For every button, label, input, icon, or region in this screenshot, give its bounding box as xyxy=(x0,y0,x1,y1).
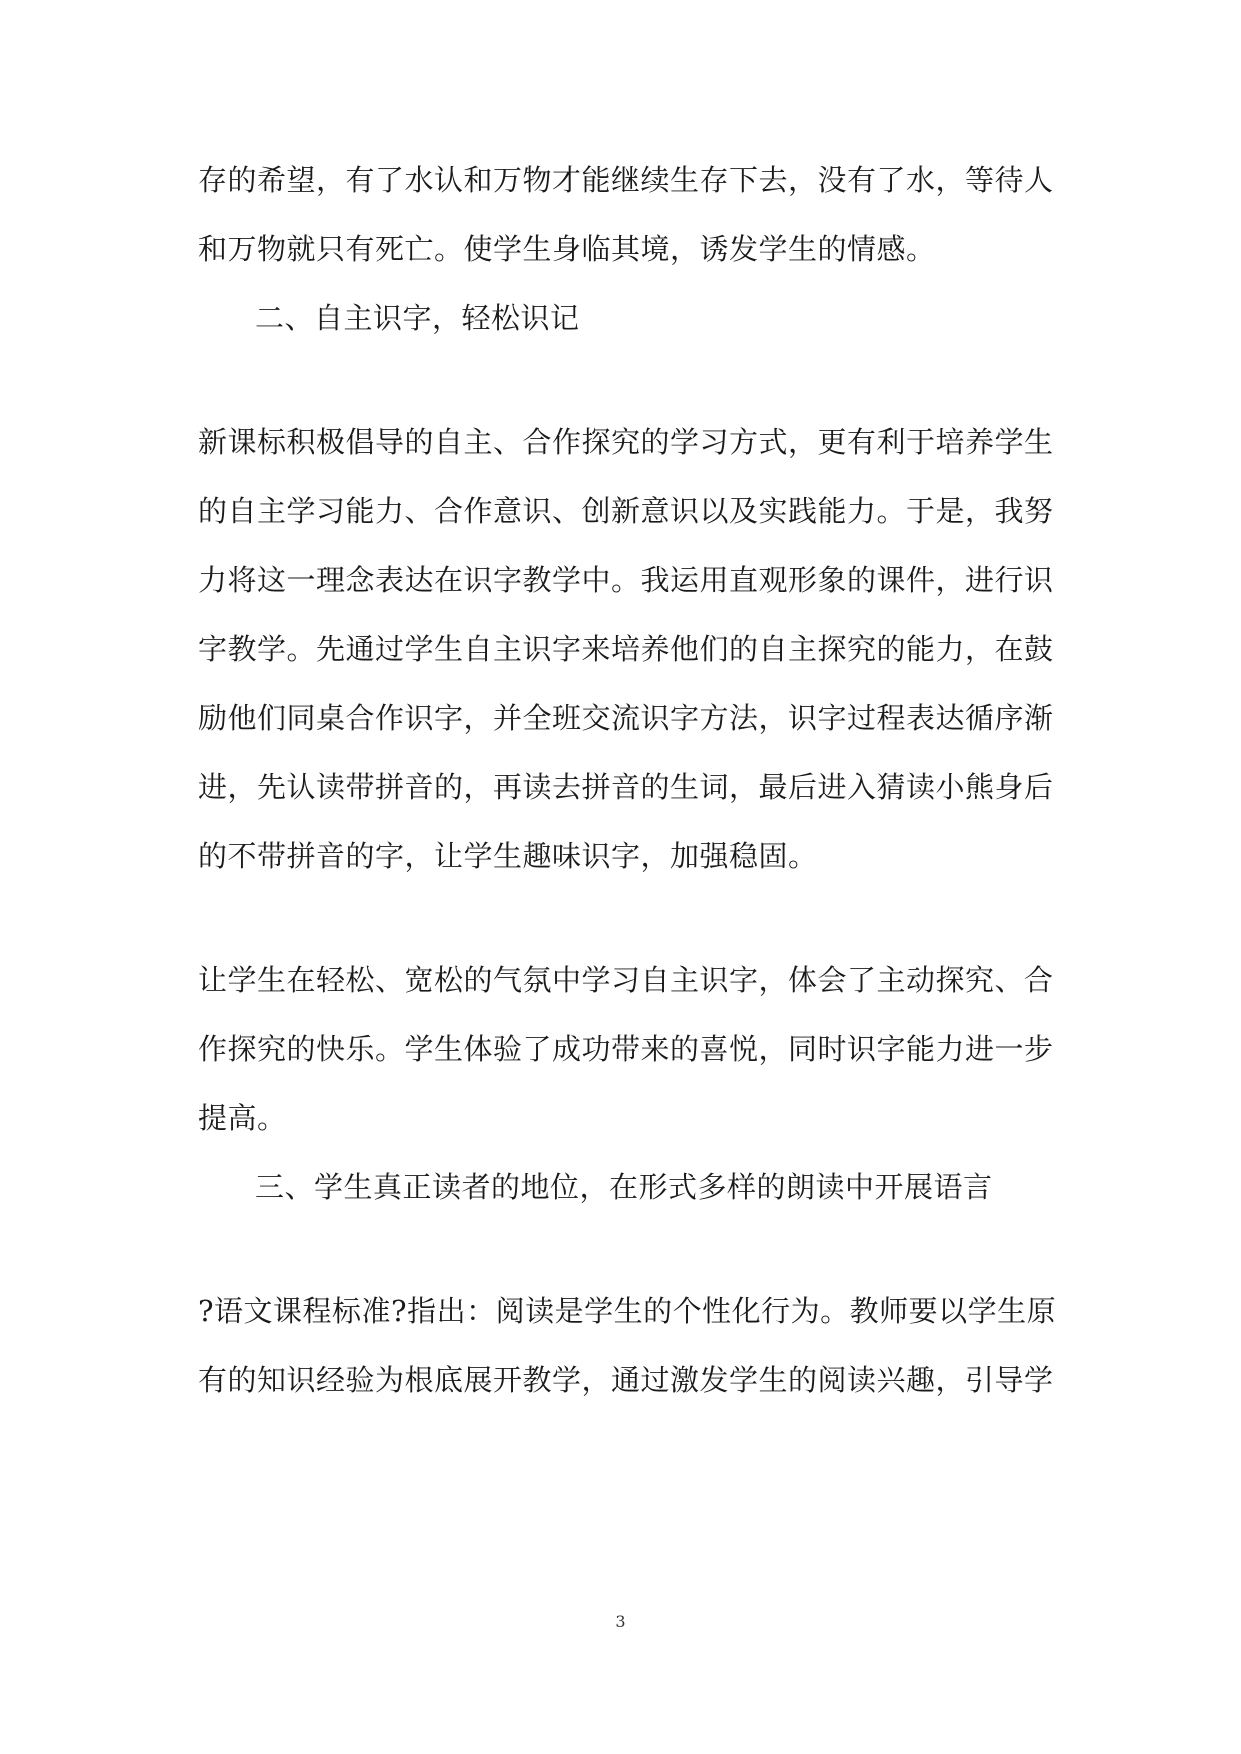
paragraph-2-line-7: 的不带拼音的字，让学生趣味识字，加强稳固。 xyxy=(198,839,818,873)
paragraph-4-line-1: ?语文课程标准?指出：阅读是学生的个性化行为。教师要以学生原 xyxy=(198,1294,1057,1328)
paragraph-2-line-6: 进，先认读带拼音的，再读去拼音的生词，最后进入猜读小熊身后 xyxy=(198,770,1054,804)
paragraph-2-line-1: 新课标积极倡导的自主、合作探究的学习方式，更有利于培养学生 xyxy=(198,425,1054,459)
paragraph-2-line-4: 字教学。先通过学生自主识字来培养他们的自主探究的能力，在鼓 xyxy=(198,632,1054,666)
paragraph-3-line-1: 让学生在轻松、宽松的气氛中学习自主识字，体会了主动探究、合 xyxy=(198,963,1054,997)
paragraph-2-line-2: 的自主学习能力、合作意识、创新意识以及实践能力。于是，我努 xyxy=(198,494,1054,528)
paragraph-4-line-2: 有的知识经验为根底展开教学，通过激发学生的阅读兴趣，引导学 xyxy=(198,1363,1054,1397)
section-heading-3: 三、学生真正读者的地位，在形式多样的朗读中开展语言 xyxy=(255,1170,993,1204)
paragraph-1-line-2: 和万物就只有死亡。使学生身临其境，诱发学生的情感。 xyxy=(198,232,936,266)
section-heading-2: 二、自主识字，轻松识记 xyxy=(255,301,580,335)
paragraph-2-line-3: 力将这一理念表达在识字教学中。我运用直观形象的课件，进行识 xyxy=(198,563,1054,597)
paragraph-3-line-2: 作探究的快乐。学生体验了成功带来的喜悦，同时识字能力进一步 xyxy=(198,1032,1054,1066)
paragraph-3-line-3: 提高。 xyxy=(198,1101,287,1135)
page-number: 3 xyxy=(615,1612,626,1631)
paragraph-2-line-5: 励他们同桌合作识字，并全班交流识字方法，识字过程表达循序渐 xyxy=(198,701,1054,735)
paragraph-1-line-1: 存的希望，有了水认和万物才能继续生存下去，没有了水，等待人 xyxy=(198,163,1054,197)
